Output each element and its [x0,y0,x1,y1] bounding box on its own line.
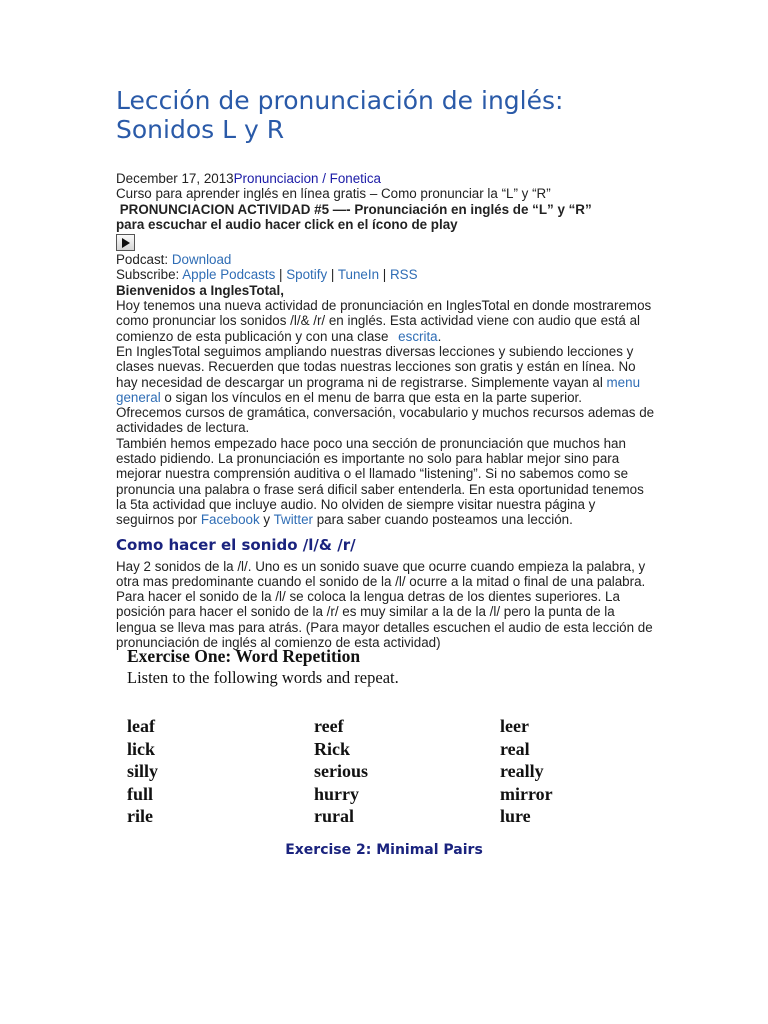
rss-link[interactable]: RSS [389,267,418,283]
separator: | [379,267,390,283]
paragraph-text: En InglesTotal seguimos ampliando nuestras diversas lecciones y subiendo lecciones y clases nuevas. Recuerden que todas nuestras lecciones son gratis y están en línea. No hay necesidad de descargar un programa ni de registrarse. Simplemente vayan al [116,343,636,390]
paragraph-text: para saber cuando posteamos una lección. [313,512,573,528]
exercise-two-heading: Exercise 2: Minimal Pairs [285,842,483,858]
word: mirror [500,783,553,804]
paragraph-intro [116,298,656,344]
intro-line: Curso para aprender inglés en línea gratis – Como pronunciar la “L” y “R” [116,186,551,202]
word: really [500,761,544,782]
article-title: Lección de pronunciación de inglés: Sonidos L y R [116,86,564,144]
word: real [500,738,530,759]
apple-podcasts-link[interactable]: Apple Podcasts [182,267,276,283]
word: leer [500,716,529,736]
activity-heading: PRONUNCIACION ACTIVIDAD #5 —- Pronunciación en inglés de “L” y “R” [116,201,592,217]
word: serious [314,761,368,782]
paragraph-text: Hoy tenemos una nueva actividad de pronunciación en InglesTotal en donde mostraremos como pronunciar los sonidos /l/& /r/ en inglés. Esta actividad viene con audio que está al comienzo de esta publicación y con una clase [116,298,652,344]
word: hurry [314,783,359,804]
exercise-subtitle: Listen to the following words and repeat. [127,668,399,687]
word-column [127,715,314,828]
word: silly [127,761,159,782]
play-icon [122,238,130,248]
article-content [116,86,656,650]
word: reef [314,716,344,736]
tunein-link[interactable]: TuneIn [337,267,380,283]
word-table [127,715,647,828]
spotify-link[interactable]: Spotify [286,267,328,283]
subscribe-line [116,267,656,282]
twitter-link[interactable]: Twitter [273,512,314,528]
paragraph-text: o sigan los vínculos en el menu de barra que esta en la parte superior. [160,389,582,405]
escrita-link[interactable]: escrita [398,328,438,344]
word: lure [500,806,531,827]
paragraph-courses: Ofrecemos cursos de gramática, conversación, vocabulario y muchos recursos ademas de actividades de lectura. [116,405,655,436]
separator: | [275,267,287,283]
download-link[interactable]: Download [171,252,232,268]
separator: | [327,267,338,283]
play-button[interactable] [116,234,135,251]
category-link[interactable]: Pronunciacion / Fonetica [233,171,382,186]
word: leaf [127,716,155,736]
post-date: December 17, 2013 [116,171,234,186]
word-column [314,715,500,828]
paragraph-text: . [437,328,442,344]
paragraph-pronunciation [116,436,656,528]
paragraph-text: También hemos empezado hace poco una sección de pronunciación que muchos han estado pidiendo. La pronunciación es importante no solo para hablar mejor sino para mejorar nuestra comprensión auditiva o el llamado “listening”. Si no sabemos como se pronuncia una palabra o frase será dificil saber entenderla. En esta oportunidad tenemos la 5ta actividad que incluye audio. No olviden de siempre visitar nuestra página y seguirnos por [116,435,644,528]
welcome-text: Bienvenidos a InglesTotal, [116,282,284,298]
podcast-label: Podcast: [116,252,172,268]
podcast-line [116,252,656,267]
word: rural [314,806,354,827]
paragraph-text: y [259,512,274,528]
paragraph-lessons [116,344,656,405]
word-column [500,715,650,828]
play-instruction: para escuchar el audio hacer click en el ícono de play [116,216,458,232]
word: Rick [314,738,350,759]
facebook-link[interactable]: Facebook [200,512,260,528]
post-meta [116,171,656,186]
menu-general-link[interactable]: menu general [116,374,641,405]
exercise-title: Exercise One: Word Repetition [127,646,361,666]
subscribe-label: Subscribe: [116,267,183,283]
paragraph-sounds: Hay 2 sonidos de la /l/. Uno es un sonido suave que ocurre cuando empieza la palabra, y otra mas predominante cuando el sonido de la /l/ ocurre a la mitad o final de una palabra. Para hacer el sonido de la /l/ se coloca la lengua detras de los dientes superiores. La posición para hacer el sonido de la /r/ es muy similar a la de la /l/ pero la punta de la lengua se lleva mas para atrás. (Para mayor detalles escuchen el audio de esta lección de pronunciación de inglés al comienzo de esta actividad) [116,558,653,651]
word: full [127,783,154,804]
section-heading: Como hacer el sonido /l/& /r/ [116,535,356,554]
exercise-one-image [127,645,647,828]
word: rile [127,806,153,827]
word: lick [127,738,156,759]
